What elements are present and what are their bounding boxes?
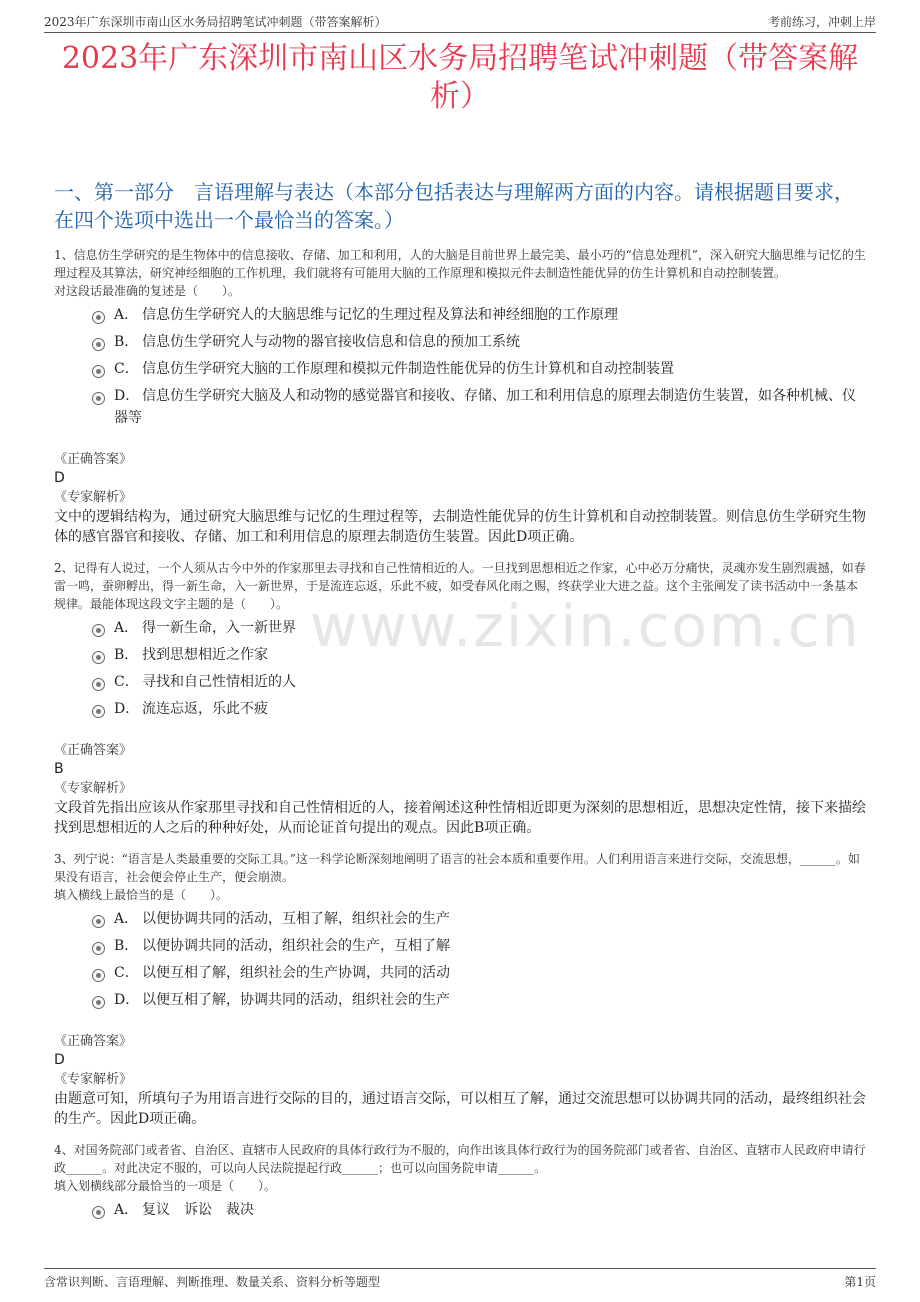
option-letter: A． xyxy=(114,307,139,323)
option-text: 以便协调共同的活动，组织社会的生产，互相了解 xyxy=(142,938,450,954)
radio-icon[interactable] xyxy=(92,996,105,1009)
option-b[interactable] xyxy=(92,644,866,666)
question-prompt: 填入划横线部分最恰当的一项是（ ）。 xyxy=(54,1179,277,1193)
option-b[interactable] xyxy=(92,331,866,353)
question-stem: 1、信息仿生学研究的是生物体中的信息接收、存储、加工和利用，人的大脑是目前世界上最完美、最小巧的“信息处理机”，深入研究大脑思维与记忆的生理过程及其算法，研究神经细胞的工作机理，我们就将有可能用大脑的工作原理和模拟元件去制造性能优异的仿生计算机和自动控制装置。 xyxy=(54,248,866,280)
section-heading: 一、第一部分 言语理解与表达（本部分包括表达与理解两方面的内容。请根据题目要求，在四个选项中选出一个最恰当的答案。） xyxy=(54,180,854,232)
answer-value: D xyxy=(54,1052,65,1068)
question-4 xyxy=(54,1141,866,1221)
question-stem: 4、对国务院部门或者省、自治区、直辖市人民政府的具体行政行为不服的，向作出该具体行政行为的国务院部门或者省、自治区、直辖市人民政府申请行政______。对此决定不服的，可以向人民法院提起行政______；也可以向国务院申请______。 xyxy=(54,1143,866,1175)
radio-icon[interactable] xyxy=(92,392,105,405)
radio-icon[interactable] xyxy=(92,311,105,324)
option-c[interactable] xyxy=(92,962,866,984)
option-list xyxy=(92,304,866,429)
radio-icon[interactable] xyxy=(92,705,105,718)
option-letter: C． xyxy=(114,965,139,981)
question-prompt: 填入横线上最恰当的是（ ）。 xyxy=(54,888,229,902)
option-text: 以便协调共同的活动，互相了解，组织社会的生产 xyxy=(142,911,450,927)
header-doc-title: 2023年广东深圳市南山区水务局招聘笔试冲刺题（带答案解析） xyxy=(44,15,387,29)
analysis-text: 由题意可知，所填句子为用语言进行交际的目的，通过语言交际，可以相互了解，通过交流思想可以协调共同的活动，最终组织社会的生产。因此D项正确。 xyxy=(54,1091,866,1127)
option-text: 以便互相了解，协调共同的活动，组织社会的生产 xyxy=(142,992,450,1008)
answer-value: B xyxy=(54,761,64,777)
question-1 xyxy=(54,246,866,547)
option-a[interactable] xyxy=(92,617,866,639)
option-text: 找到思想相近之作家 xyxy=(142,647,268,663)
radio-icon[interactable] xyxy=(92,365,105,378)
radio-icon[interactable] xyxy=(92,338,105,351)
answer-heading: 《正确答案》 xyxy=(54,1034,133,1049)
analysis-text: 文段首先指出应该从作家那里寻找和自己性情相近的人，接着阐述这种性情相近即更为深刻的思想相近，思想决定性情，接下来描绘找到思想相近的人之后的种种好处，从而论证首句提出的观点。因此B项正确。 xyxy=(54,800,866,836)
radio-icon[interactable] xyxy=(92,678,105,691)
option-a[interactable] xyxy=(92,1199,866,1221)
watermark: www.zixin.com.cn xyxy=(310,592,861,660)
option-text: 复议 诉讼 裁决 xyxy=(142,1202,254,1218)
option-d[interactable] xyxy=(92,989,866,1011)
answer-value: D xyxy=(54,470,65,486)
option-text: 得一新生命，入一新世界 xyxy=(142,620,296,636)
option-letter: D． xyxy=(114,992,140,1008)
option-c[interactable] xyxy=(92,671,866,693)
page-header xyxy=(44,10,876,33)
option-letter: B． xyxy=(114,334,139,350)
option-list xyxy=(92,1199,866,1221)
radio-icon[interactable] xyxy=(92,915,105,928)
option-letter: D． xyxy=(114,701,140,717)
option-letter: C． xyxy=(114,674,139,690)
option-text: 以便互相了解，组织社会的生产协调，共同的活动 xyxy=(142,965,450,981)
option-text: 信息仿生学研究大脑及人和动物的感觉器官和接收、存储、加工和利用信息的原理去制造仿生装置，如各种机械、仪器等 xyxy=(114,388,856,426)
option-text: 信息仿生学研究大脑的工作原理和模拟元件制造性能优异的仿生计算机和自动控制装置 xyxy=(142,361,674,377)
answer-heading: 《正确答案》 xyxy=(54,452,133,467)
option-d[interactable] xyxy=(92,698,866,720)
option-letter: A． xyxy=(114,1202,139,1218)
question-2 xyxy=(54,559,866,838)
analysis-text: 文中的逻辑结构为，通过研究大脑思维与记忆的生理过程等，去制造性能优异的仿生计算机和自动控制装置。则信息仿生学研究生物体的感官器官和接收、存储、加工和利用信息的原理去制造仿生装置。因此D项正确。 xyxy=(54,509,866,545)
option-text: 流连忘返，乐此不疲 xyxy=(142,701,268,717)
question-stem: 2、记得有人说过，一个人须从古今中外的作家那里去寻找和自己性情相近的人。一旦找到思想相近之作家，心中必万分痛快，灵魂亦发生剧烈震撼，如春雷一鸣，蚕卵孵出，得一新生命，入一新世界，于是流连忘返，乐此不疲，如受春风化雨之赐，终获学业大进之益。这个主张阐发了读书活动中一条基本规律。最能体现这段文字主题的是（ ）。 xyxy=(54,561,866,611)
radio-icon[interactable] xyxy=(92,651,105,664)
option-letter: C． xyxy=(114,361,139,377)
option-d[interactable] xyxy=(92,385,866,429)
option-letter: D． xyxy=(114,388,140,404)
option-c[interactable] xyxy=(92,358,866,380)
radio-icon[interactable] xyxy=(92,1206,105,1219)
option-letter: B． xyxy=(114,647,139,663)
page-footer xyxy=(44,1268,876,1289)
option-list xyxy=(92,908,866,1011)
option-text: 信息仿生学研究人与动物的器官接收信息和信息的预加工系统 xyxy=(142,334,520,350)
footer-note: 含常识判断、言语理解、判断推理、数量关系、资料分析等题型 xyxy=(44,1275,381,1289)
question-list xyxy=(54,246,866,1233)
option-text: 信息仿生学研究人的大脑思维与记忆的生理过程及算法和神经细胞的工作原理 xyxy=(142,307,618,323)
question-prompt: 对这段话最准确的复述是（ ）。 xyxy=(54,284,241,298)
analysis-heading: 《专家解析》 xyxy=(54,781,133,796)
page-number: 第1页 xyxy=(844,1275,876,1289)
radio-icon[interactable] xyxy=(92,969,105,982)
page-title: 2023年广东深圳市南山区水务局招聘笔试冲刺题（带答案解析） xyxy=(61,41,859,114)
option-a[interactable] xyxy=(92,908,866,930)
analysis-heading: 《专家解析》 xyxy=(54,490,133,505)
question-3 xyxy=(54,850,866,1129)
option-text: 寻找和自己性情相近的人 xyxy=(142,674,296,690)
analysis-heading: 《专家解析》 xyxy=(54,1072,133,1087)
radio-icon[interactable] xyxy=(92,942,105,955)
header-slogan: 考前练习，冲刺上岸 xyxy=(767,15,876,29)
option-b[interactable] xyxy=(92,935,866,957)
question-stem: 3、列宁说：“语言是人类最重要的交际工具。”这一科学论断深刻地阐明了语言的社会本质和重要作用。人们利用语言来进行交际，交流思想，______。如果没有语言，社会便会停止生产，便会崩溃。 xyxy=(54,852,860,884)
answer-heading: 《正确答案》 xyxy=(54,743,133,758)
option-list xyxy=(92,617,866,720)
option-letter: A． xyxy=(114,911,139,927)
option-a[interactable] xyxy=(92,304,866,326)
radio-icon[interactable] xyxy=(92,624,105,637)
option-letter: A． xyxy=(114,620,139,636)
option-letter: B． xyxy=(114,938,139,954)
